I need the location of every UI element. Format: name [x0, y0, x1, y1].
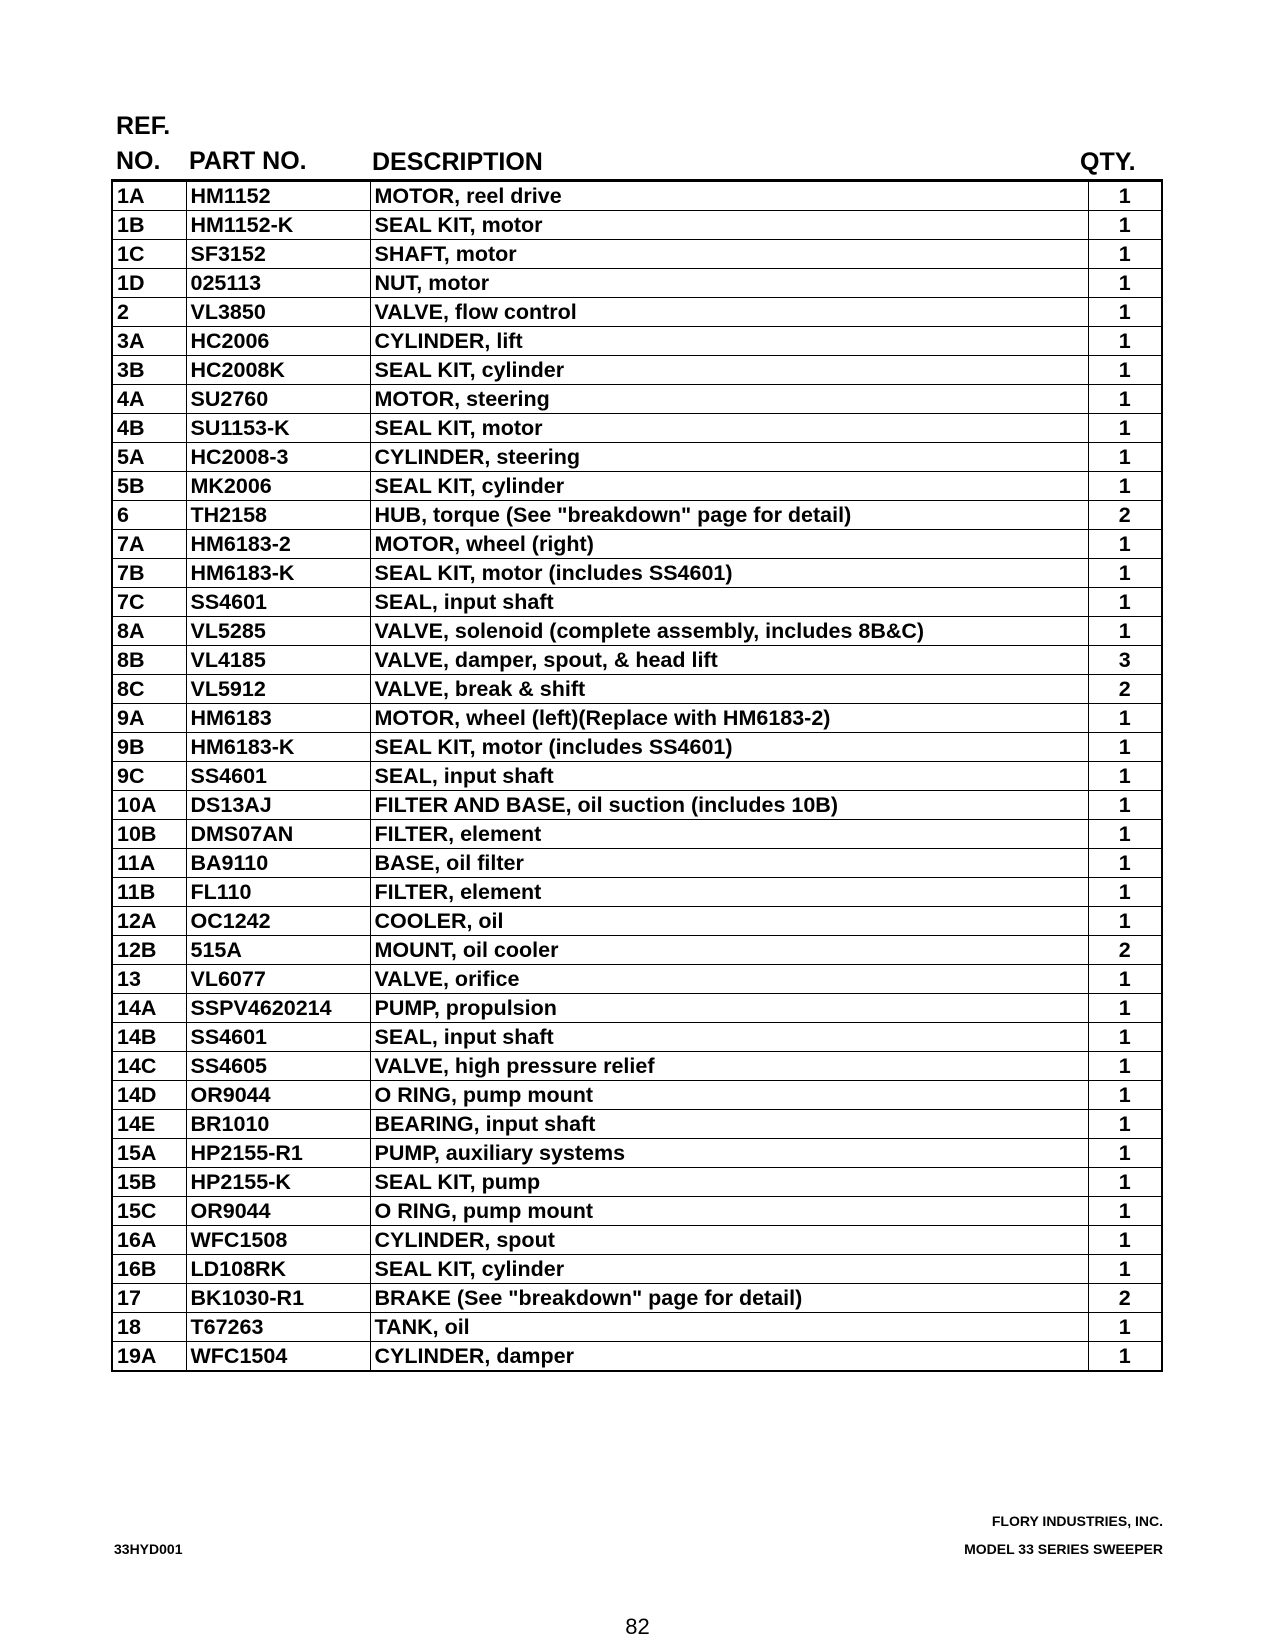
qty-cell: 1: [1088, 269, 1162, 298]
part-no-cell: HM6183: [186, 704, 370, 733]
ref-no-cell: 18: [112, 1313, 186, 1342]
part-no-cell: DMS07AN: [186, 820, 370, 849]
part-no-cell: HM1152-K: [186, 211, 370, 240]
qty-cell: 1: [1088, 820, 1162, 849]
part-no-cell: MK2006: [186, 472, 370, 501]
description-cell: MOTOR, steering: [370, 385, 1088, 414]
part-no-cell: SF3152: [186, 240, 370, 269]
description-cell: HUB, torque (See "breakdown" page for detail): [370, 501, 1088, 530]
table-row: [112, 1168, 1162, 1197]
qty-cell: 2: [1088, 1284, 1162, 1313]
part-no-cell: VL5912: [186, 675, 370, 704]
part-no-cell: SS4601: [186, 588, 370, 617]
part-no-cell: SS4601: [186, 1023, 370, 1052]
ref-no-cell: 9C: [112, 762, 186, 791]
table-row: [112, 791, 1162, 820]
qty-cell: 1: [1088, 1226, 1162, 1255]
qty-cell: 1: [1088, 791, 1162, 820]
part-no-cell: HM1152: [186, 181, 370, 211]
ref-no-cell: 14C: [112, 1052, 186, 1081]
part-no-cell: HC2008K: [186, 356, 370, 385]
qty-cell: 1: [1088, 1110, 1162, 1139]
description-cell: SEAL KIT, cylinder: [370, 356, 1088, 385]
ref-no-cell: 4A: [112, 385, 186, 414]
part-no-cell: HM6183-2: [186, 530, 370, 559]
qty-cell: 1: [1088, 849, 1162, 878]
description-cell: SEAL KIT, motor: [370, 414, 1088, 443]
table-row: [112, 588, 1162, 617]
part-no-cell: T67263: [186, 1313, 370, 1342]
qty-cell: 1: [1088, 733, 1162, 762]
table-row: [112, 1284, 1162, 1313]
qty-cell: 1: [1088, 1255, 1162, 1284]
description-cell: SEAL KIT, pump: [370, 1168, 1088, 1197]
column-header-ref: REF.: [116, 112, 171, 140]
qty-cell: 1: [1088, 878, 1162, 907]
ref-no-cell: 1A: [112, 181, 186, 211]
qty-cell: 1: [1088, 1052, 1162, 1081]
part-no-cell: SS4601: [186, 762, 370, 791]
part-no-cell: 515A: [186, 936, 370, 965]
ref-no-cell: 14E: [112, 1110, 186, 1139]
table-row: [112, 965, 1162, 994]
qty-cell: 1: [1088, 965, 1162, 994]
table-row: [112, 1197, 1162, 1226]
part-no-cell: OC1242: [186, 907, 370, 936]
ref-no-cell: 5B: [112, 472, 186, 501]
qty-cell: 1: [1088, 240, 1162, 269]
table-row: [112, 936, 1162, 965]
ref-no-cell: 1D: [112, 269, 186, 298]
qty-cell: 1: [1088, 1023, 1162, 1052]
ref-no-cell: 19A: [112, 1342, 186, 1372]
description-cell: PUMP, propulsion: [370, 994, 1088, 1023]
qty-cell: 1: [1088, 443, 1162, 472]
description-cell: O RING, pump mount: [370, 1197, 1088, 1226]
part-no-cell: LD108RK: [186, 1255, 370, 1284]
table-row: [112, 1052, 1162, 1081]
description-cell: MOTOR, reel drive: [370, 181, 1088, 211]
table-row: [112, 820, 1162, 849]
part-no-cell: BA9110: [186, 849, 370, 878]
company-name: FLORY INDUSTRIES, INC.: [991, 1513, 1163, 1529]
description-cell: SEAL KIT, cylinder: [370, 472, 1088, 501]
description-cell: BRAKE (See "breakdown" page for detail): [370, 1284, 1088, 1313]
part-no-cell: HM6183-K: [186, 733, 370, 762]
column-header-qty: QTY.: [1080, 148, 1136, 176]
part-no-cell: 025113: [186, 269, 370, 298]
ref-no-cell: 4B: [112, 414, 186, 443]
table-row: [112, 1255, 1162, 1284]
table-row: [112, 907, 1162, 936]
column-header-no: NO.: [116, 147, 161, 175]
table-row: [112, 675, 1162, 704]
part-no-cell: SU1153-K: [186, 414, 370, 443]
ref-no-cell: 8B: [112, 646, 186, 675]
part-no-cell: VL5285: [186, 617, 370, 646]
table-row: [112, 704, 1162, 733]
table-row: [112, 1110, 1162, 1139]
description-cell: SEAL KIT, motor (includes SS4601): [370, 559, 1088, 588]
part-no-cell: HC2006: [186, 327, 370, 356]
table-row: [112, 1313, 1162, 1342]
qty-cell: 1: [1088, 211, 1162, 240]
ref-no-cell: 15C: [112, 1197, 186, 1226]
ref-no-cell: 8C: [112, 675, 186, 704]
description-cell: VALVE, flow control: [370, 298, 1088, 327]
qty-cell: 2: [1088, 675, 1162, 704]
qty-cell: 1: [1088, 414, 1162, 443]
description-cell: O RING, pump mount: [370, 1081, 1088, 1110]
description-cell: MOUNT, oil cooler: [370, 936, 1088, 965]
ref-no-cell: 15B: [112, 1168, 186, 1197]
ref-no-cell: 7C: [112, 588, 186, 617]
description-cell: FILTER, element: [370, 820, 1088, 849]
qty-cell: 1: [1088, 530, 1162, 559]
description-cell: VALVE, break & shift: [370, 675, 1088, 704]
table-row: [112, 385, 1162, 414]
table-row: [112, 878, 1162, 907]
ref-no-cell: 6: [112, 501, 186, 530]
table-row: [112, 327, 1162, 356]
table-row: [112, 1081, 1162, 1110]
qty-cell: 2: [1088, 501, 1162, 530]
qty-cell: 1: [1088, 1313, 1162, 1342]
table-row: [112, 762, 1162, 791]
table-row: [112, 181, 1162, 211]
ref-no-cell: 11B: [112, 878, 186, 907]
part-no-cell: TH2158: [186, 501, 370, 530]
description-cell: CYLINDER, damper: [370, 1342, 1088, 1372]
ref-no-cell: 12B: [112, 936, 186, 965]
description-cell: BASE, oil filter: [370, 849, 1088, 878]
ref-no-cell: 14D: [112, 1081, 186, 1110]
description-cell: FILTER, element: [370, 878, 1088, 907]
ref-no-cell: 11A: [112, 849, 186, 878]
ref-no-cell: 12A: [112, 907, 186, 936]
qty-cell: 1: [1088, 1342, 1162, 1372]
description-cell: CYLINDER, steering: [370, 443, 1088, 472]
ref-no-cell: 10B: [112, 820, 186, 849]
ref-no-cell: 9A: [112, 704, 186, 733]
part-no-cell: SSPV4620214: [186, 994, 370, 1023]
ref-no-cell: 5A: [112, 443, 186, 472]
table-row: [112, 414, 1162, 443]
qty-cell: 1: [1088, 907, 1162, 936]
qty-cell: 2: [1088, 936, 1162, 965]
part-no-cell: WFC1504: [186, 1342, 370, 1372]
table-row: [112, 530, 1162, 559]
table-row: [112, 269, 1162, 298]
ref-no-cell: 14B: [112, 1023, 186, 1052]
part-no-cell: FL110: [186, 878, 370, 907]
table-row: [112, 1023, 1162, 1052]
ref-no-cell: 7A: [112, 530, 186, 559]
table-row: [112, 443, 1162, 472]
page-number: 82: [625, 1614, 650, 1639]
qty-cell: 1: [1088, 472, 1162, 501]
qty-cell: 1: [1088, 385, 1162, 414]
column-header-description: DESCRIPTION: [372, 148, 543, 176]
description-cell: VALVE, damper, spout, & head lift: [370, 646, 1088, 675]
qty-cell: 1: [1088, 327, 1162, 356]
description-cell: VALVE, high pressure relief: [370, 1052, 1088, 1081]
table-row: [112, 646, 1162, 675]
description-cell: BEARING, input shaft: [370, 1110, 1088, 1139]
qty-cell: 1: [1088, 1197, 1162, 1226]
ref-no-cell: 3A: [112, 327, 186, 356]
description-cell: VALVE, orifice: [370, 965, 1088, 994]
description-cell: FILTER AND BASE, oil suction (includes 10B): [370, 791, 1088, 820]
part-no-cell: HM6183-K: [186, 559, 370, 588]
ref-no-cell: 1B: [112, 211, 186, 240]
ref-no-cell: 17: [112, 1284, 186, 1313]
qty-cell: 1: [1088, 1139, 1162, 1168]
table-row: [112, 356, 1162, 385]
table-row: [112, 472, 1162, 501]
column-header-part-no: PART NO.: [189, 147, 307, 175]
part-no-cell: SU2760: [186, 385, 370, 414]
qty-cell: 3: [1088, 646, 1162, 675]
part-no-cell: BK1030-R1: [186, 1284, 370, 1313]
part-no-cell: BR1010: [186, 1110, 370, 1139]
qty-cell: 1: [1088, 762, 1162, 791]
table-row: [112, 1342, 1162, 1372]
ref-no-cell: 2: [112, 298, 186, 327]
table-row: [112, 1139, 1162, 1168]
part-no-cell: HP2155-K: [186, 1168, 370, 1197]
table-row: [112, 994, 1162, 1023]
ref-no-cell: 10A: [112, 791, 186, 820]
qty-cell: 1: [1088, 617, 1162, 646]
part-no-cell: HC2008-3: [186, 443, 370, 472]
description-cell: CYLINDER, spout: [370, 1226, 1088, 1255]
description-cell: MOTOR, wheel (left)(Replace with HM6183-2): [370, 704, 1088, 733]
table-row: [112, 1226, 1162, 1255]
ref-no-cell: 9B: [112, 733, 186, 762]
ref-no-cell: 13: [112, 965, 186, 994]
ref-no-cell: 3B: [112, 356, 186, 385]
description-cell: NUT, motor: [370, 269, 1088, 298]
description-cell: SEAL, input shaft: [370, 1023, 1088, 1052]
part-no-cell: VL3850: [186, 298, 370, 327]
part-no-cell: HP2155-R1: [186, 1139, 370, 1168]
description-cell: SEAL KIT, motor: [370, 211, 1088, 240]
part-no-cell: SS4605: [186, 1052, 370, 1081]
description-cell: PUMP, auxiliary systems: [370, 1139, 1088, 1168]
qty-cell: 1: [1088, 1081, 1162, 1110]
part-no-cell: OR9044: [186, 1081, 370, 1110]
qty-cell: 1: [1088, 704, 1162, 733]
parts-table: [111, 179, 1163, 1372]
description-cell: SHAFT, motor: [370, 240, 1088, 269]
ref-no-cell: 16A: [112, 1226, 186, 1255]
qty-cell: 1: [1088, 181, 1162, 211]
ref-no-cell: 14A: [112, 994, 186, 1023]
qty-cell: 1: [1088, 298, 1162, 327]
description-cell: SEAL, input shaft: [370, 588, 1088, 617]
part-no-cell: VL4185: [186, 646, 370, 675]
qty-cell: 1: [1088, 1168, 1162, 1197]
table-row: [112, 211, 1162, 240]
table-row: [112, 501, 1162, 530]
description-cell: COOLER, oil: [370, 907, 1088, 936]
document-code: 33HYD001: [114, 1541, 183, 1557]
qty-cell: 1: [1088, 994, 1162, 1023]
table-row: [112, 733, 1162, 762]
ref-no-cell: 8A: [112, 617, 186, 646]
part-no-cell: OR9044: [186, 1197, 370, 1226]
description-cell: SEAL KIT, cylinder: [370, 1255, 1088, 1284]
table-row: [112, 849, 1162, 878]
description-cell: MOTOR, wheel (right): [370, 530, 1088, 559]
description-cell: SEAL, input shaft: [370, 762, 1088, 791]
part-no-cell: WFC1508: [186, 1226, 370, 1255]
description-cell: VALVE, solenoid (complete assembly, includes 8B&C): [370, 617, 1088, 646]
ref-no-cell: 7B: [112, 559, 186, 588]
table-row: [112, 559, 1162, 588]
qty-cell: 1: [1088, 356, 1162, 385]
table-row: [112, 298, 1162, 327]
qty-cell: 1: [1088, 588, 1162, 617]
table-row: [112, 240, 1162, 269]
part-no-cell: VL6077: [186, 965, 370, 994]
ref-no-cell: 1C: [112, 240, 186, 269]
part-no-cell: DS13AJ: [186, 791, 370, 820]
description-cell: SEAL KIT, motor (includes SS4601): [370, 733, 1088, 762]
ref-no-cell: 16B: [112, 1255, 186, 1284]
table-row: [112, 617, 1162, 646]
ref-no-cell: 15A: [112, 1139, 186, 1168]
parts-table-body: [112, 181, 1162, 1372]
model-name: MODEL 33 SERIES SWEEPER: [964, 1541, 1163, 1557]
description-cell: CYLINDER, lift: [370, 327, 1088, 356]
qty-cell: 1: [1088, 559, 1162, 588]
description-cell: TANK, oil: [370, 1313, 1088, 1342]
